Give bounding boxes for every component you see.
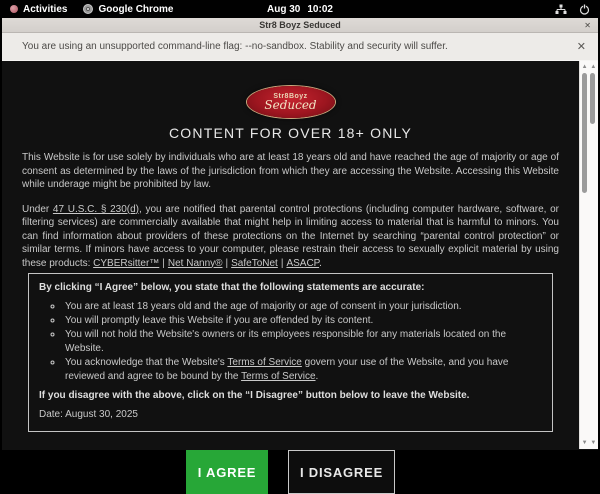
network-icon: [555, 4, 567, 15]
infobar-message: You are using an unsupported command-line flag: --no-sandbox. Stability and security will suffer.: [22, 41, 448, 52]
scrollbar-track[interactable]: [589, 71, 597, 439]
para2-text: .: [319, 257, 322, 269]
terms-of-service-link[interactable]: Terms of Service: [241, 371, 316, 382]
consent-buttons: [2, 450, 579, 494]
scroll-down-icon[interactable]: ▼: [581, 440, 588, 446]
parental-control-paragraph: [22, 203, 559, 271]
agreement-list: [39, 300, 542, 384]
age-statement-paragraph: This Website is for use solely by individuals who are at least 18 years old and have reached the age of majority or age of consent as determined by the laws of the jurisdiction from which they are accessing the Website. Accessing this Website while underage might be prohibited by law.: [22, 152, 559, 190]
infobar-close-button[interactable]: ✕: [576, 41, 586, 53]
browser-window: [2, 18, 598, 480]
system-tray[interactable]: [555, 4, 600, 15]
agreement-intro: By clicking “I Agree” below, you state that the following statements are accurate:: [39, 282, 425, 293]
date-line: Date: August 30, 2025: [39, 409, 138, 420]
page-viewport: [2, 61, 598, 480]
scrollbar-thumb[interactable]: [590, 73, 595, 124]
disagree-note: If you disagree with the above, click on the “I Disagree” button below to leave the Website.: [39, 390, 470, 401]
chrome-icon-center: [86, 7, 90, 11]
bullet4-text: .: [315, 371, 319, 382]
product-separator: |: [225, 257, 229, 269]
usc-230d-link[interactable]: 47 U.S.C. § 230(d): [52, 203, 140, 215]
cybersitter-link[interactable]: CYBERsitter™: [93, 257, 160, 269]
scrollbar-area: [579, 61, 598, 449]
chrome-infobar: [2, 33, 598, 61]
i-agree-button[interactable]: I AGREE: [186, 450, 268, 494]
safetonet-link[interactable]: SafeToNet: [231, 257, 278, 269]
outer-scrollbar[interactable]: [589, 61, 597, 449]
app-menu-button[interactable]: [75, 4, 181, 15]
net-nanny-link[interactable]: Net Nanny®: [167, 257, 223, 269]
scroll-down-icon[interactable]: ▼: [590, 440, 597, 446]
activities-button[interactable]: [0, 4, 75, 15]
list-item: ◦ You will promptly leave this Website if you are offended by its content.: [63, 314, 542, 328]
list-item: ◦ You will not hold the Website's owners or its employees responsible for any materials located on the Website.: [63, 328, 542, 356]
clock-date: Aug 30: [267, 3, 301, 15]
app-menu-label: Google Chrome: [98, 3, 174, 15]
scroll-up-icon[interactable]: ▲: [581, 64, 588, 70]
power-icon: [579, 4, 590, 15]
list-item: [63, 356, 542, 384]
scroll-up-icon[interactable]: ▲: [590, 64, 597, 70]
scrollbar-thumb[interactable]: [582, 73, 587, 193]
site-logo-text-top: Str8Boyz: [273, 93, 308, 100]
product-separator: |: [162, 257, 165, 269]
activities-label: Activities: [23, 3, 68, 15]
i-disagree-button[interactable]: I DISAGREE: [288, 450, 395, 494]
para2-text: Under: [22, 203, 53, 215]
bullet4-text: You acknowledge that the Website's: [65, 357, 228, 368]
window-close-button[interactable]: ✕: [584, 21, 591, 30]
site-logo-text-bottom: Seduced: [264, 98, 317, 112]
webpage-content: [2, 61, 579, 480]
page-title: CONTENT FOR OVER 18+ ONLY: [168, 125, 413, 141]
site-logo: [247, 86, 335, 118]
activities-icon: [10, 5, 18, 13]
bullet4-text: govern your use of the Website, and you have reviewed and agree to be bound by the: [65, 357, 509, 382]
agreement-box: [28, 273, 553, 432]
window-titlebar[interactable]: [2, 18, 598, 33]
terms-of-service-link[interactable]: Terms of Service: [227, 357, 302, 368]
gnome-top-bar: [0, 0, 600, 18]
clock-time: 10:02: [307, 3, 333, 15]
asacp-link[interactable]: ASACP: [286, 257, 320, 269]
para2-text: , you are notified that parental control protections (including computer hardware, software, or filtering services) are commercially available that might help in limiting access to material that is harmful to minors. You can find information about providers of these protections on the Internet by searching “parental control protection” or similar terms. If minors have access to your computer, please restrain their access to sexually explicit material by using these products:: [22, 203, 559, 269]
window-title: Str8 Boyz Seduced: [259, 20, 341, 30]
product-separator: |: [280, 257, 284, 269]
inner-scrollbar[interactable]: [581, 61, 589, 449]
scrollbar-track[interactable]: [581, 71, 589, 439]
chrome-icon: [83, 4, 93, 14]
list-item: ◦ You are at least 18 years old and the age of majority or age of consent in your jurisdiction.: [63, 300, 542, 314]
